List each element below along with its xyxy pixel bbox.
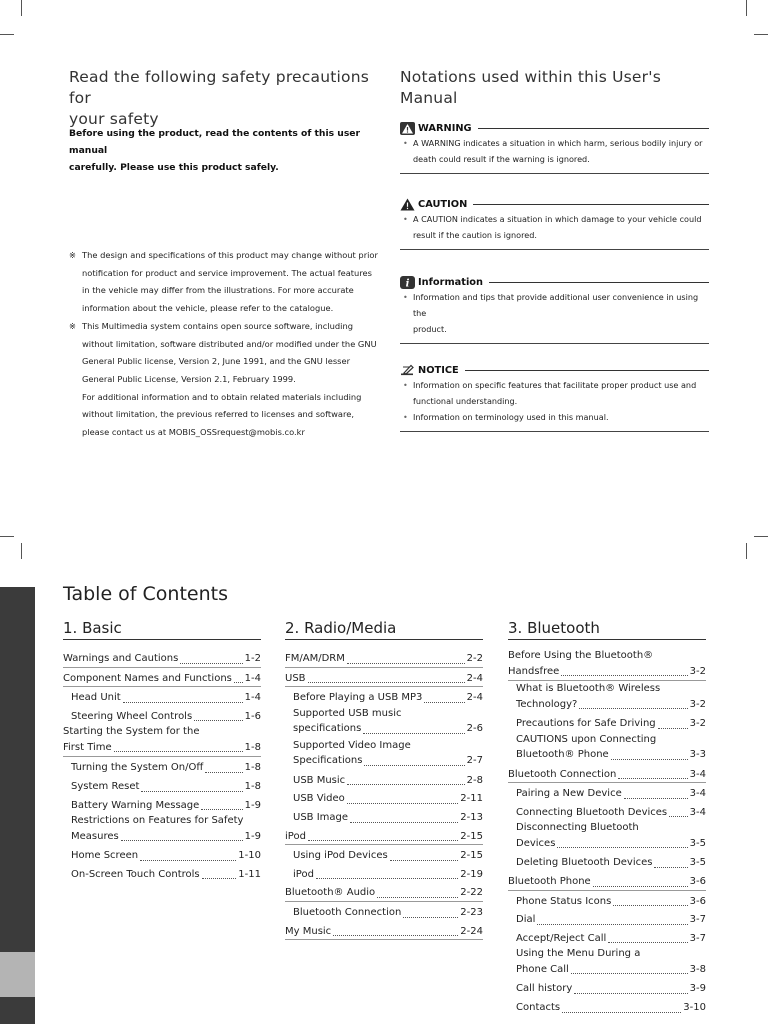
- divider: [465, 370, 709, 371]
- toc-list: [285, 648, 483, 940]
- notation-line: Information on specific features that facilitate proper product use and: [413, 380, 697, 390]
- toc-entry-title: Phone Call: [516, 963, 569, 975]
- toc-entry-line: [508, 664, 706, 680]
- chapter-tab-marker: [0, 952, 35, 997]
- notation-line: product.: [413, 324, 447, 334]
- notation-line: A WARNING indicates a situation in which harm, serious bodily injury or: [413, 138, 703, 148]
- toc-entry-title: Turning the System On/Off: [71, 762, 204, 774]
- notation-label: NOTICE: [418, 364, 459, 376]
- toc-page-number: 2-19: [460, 868, 483, 880]
- notation-item: [400, 289, 709, 337]
- toc-page-number: 3-7: [689, 932, 706, 944]
- toc-entry-title: On-Screen Touch Controls: [71, 868, 200, 880]
- crop-mark: [21, 543, 22, 559]
- toc-leader: [654, 867, 687, 868]
- toc-entry[interactable]: [63, 687, 261, 706]
- toc-entry-title: Bluetooth Phone: [508, 876, 591, 888]
- toc-leader: [424, 702, 464, 703]
- toc-entry[interactable]: [508, 946, 706, 978]
- toc-entry-title: Supported Video Image: [293, 739, 411, 751]
- toc-leader: [205, 772, 242, 773]
- toc-entry-title: Phone Status Icons: [516, 895, 612, 907]
- toc-page-number: 3-2: [689, 698, 706, 710]
- toc-page-number: 1-4: [244, 692, 261, 704]
- notation-line: Information on terminology used in this manual.: [413, 412, 609, 422]
- bullet: •: [403, 138, 408, 148]
- note-line: without limitation, software distributed and/or modified under the GNU: [82, 338, 377, 349]
- toc-entry-title: Bluetooth Connection: [293, 907, 402, 919]
- toc-entry[interactable]: [285, 826, 483, 846]
- toc-leader: [194, 720, 242, 721]
- toc-entry-title: Warnings and Cautions: [63, 653, 179, 665]
- toc-entry-title: Home Screen: [71, 850, 139, 862]
- reference-mark: ※: [69, 320, 76, 331]
- toc-entry-title: Dial: [516, 914, 536, 926]
- toc-entry[interactable]: [285, 864, 483, 883]
- notation-body: [400, 377, 709, 425]
- toc-leader: [333, 935, 458, 936]
- toc-leader: [403, 917, 458, 918]
- toc-leader: [613, 905, 687, 906]
- toc-leader: [618, 778, 687, 779]
- toc-entry-title: FM/AM/DRM: [285, 653, 345, 665]
- toc-page-number: 3-6: [689, 895, 706, 907]
- toc-entry-title: Call history: [516, 983, 573, 995]
- toc-entry-title: iPod: [285, 830, 306, 842]
- toc-entry-title: Battery Warning Message: [71, 799, 200, 811]
- note-item: [69, 318, 389, 442]
- toc-entry-title: Pairing a New Device: [516, 788, 622, 800]
- toc-list: [63, 648, 261, 882]
- toc-entry-title: My Music: [285, 925, 332, 937]
- toc-entry-title: Devices: [516, 837, 556, 849]
- toc-entry-title: Bluetooth® Phone: [516, 749, 609, 761]
- toc-page-number: 3-5: [689, 857, 706, 869]
- toc-leader: [669, 816, 688, 817]
- toc-entry[interactable]: [508, 820, 706, 852]
- warning-icon: [400, 122, 415, 135]
- toc-entry[interactable]: [508, 732, 706, 764]
- toc-entry-title: What is Bluetooth® Wireless: [516, 683, 661, 694]
- toc-leader: [202, 878, 237, 879]
- toc-entry[interactable]: [285, 921, 483, 941]
- toc-page-number: 1-8: [244, 781, 261, 793]
- safety-intro: Before using the product, read the contents of this user manual carefully. Please use this product safely.: [69, 128, 361, 173]
- note-line: General Public License, Version 2.1, February 1999.: [82, 373, 296, 384]
- toc-entry-title: System Reset: [71, 781, 140, 793]
- caution-box: [400, 197, 709, 250]
- toc-entry[interactable]: [508, 909, 706, 928]
- toc-leader: [537, 924, 687, 925]
- toc-entry-title: Specifications: [293, 755, 363, 767]
- toc-entry-title: Restrictions on Features for Safety: [71, 815, 244, 827]
- notation-line: A CAUTION indicates a situation in which damage to your vehicle could: [413, 214, 702, 224]
- toc-entry-title: Supported USB music: [293, 707, 402, 719]
- crop-mark: [754, 536, 768, 537]
- toc-page-number: 2-15: [460, 830, 483, 842]
- crop-mark: [746, 543, 747, 559]
- toc-page-number: 2-2: [466, 653, 483, 665]
- toc-chapter-heading: 2. Radio/Media: [285, 619, 483, 640]
- toc-page-number: 2-11: [460, 793, 483, 805]
- toc-entry-title: Using the Menu During a: [516, 948, 641, 960]
- toc-page-number: 3-6: [689, 876, 706, 888]
- toc-entry-title: Component Names and Functions: [63, 672, 232, 684]
- toc-page-number: 3-4: [689, 788, 706, 800]
- chapter-tab-bar: [0, 587, 35, 1024]
- notation-header: [400, 275, 709, 289]
- toc-leader: [141, 791, 242, 792]
- crop-mark: [21, 0, 22, 16]
- toc-leader: [574, 993, 687, 994]
- toc-leader: [611, 759, 688, 760]
- toc-page-number: 1-4: [244, 672, 261, 684]
- divider: [400, 173, 709, 174]
- toc-entry-title: Connecting Bluetooth Devices: [516, 806, 668, 818]
- divider: [400, 343, 709, 344]
- notice-box: [400, 363, 709, 432]
- notation-line: death could result if the warning is ignored.: [413, 154, 590, 164]
- toc-page-number: 2-8: [466, 774, 483, 786]
- toc-leader: [347, 803, 459, 804]
- toc-title: Table of Contents: [63, 583, 228, 605]
- toc-entry[interactable]: [63, 795, 261, 814]
- toc-entry-title: Bluetooth Connection: [508, 768, 617, 780]
- safety-heading: Read the following safety precautions for your safety: [69, 68, 370, 128]
- toc-entry[interactable]: [285, 668, 483, 688]
- toc-entry-title: Using iPod Devices: [293, 850, 388, 862]
- toc-entry[interactable]: [508, 713, 706, 732]
- divider: [400, 249, 709, 250]
- notation-item: [400, 377, 709, 409]
- toc-entry-title: Handsfree: [508, 665, 560, 677]
- toc-page-number: 3-4: [689, 768, 706, 780]
- divider: [478, 128, 709, 129]
- toc-page-number: 1-8: [244, 741, 261, 753]
- toc-entry-title: CAUTIONS upon Connecting: [516, 733, 657, 745]
- divider: [400, 431, 709, 432]
- warning-box: [400, 121, 709, 174]
- toc-entry[interactable]: [63, 864, 261, 883]
- toc-page-number: 1-9: [244, 830, 261, 842]
- toc-leader: [180, 663, 242, 664]
- toc-page-number: 2-4: [466, 692, 483, 704]
- toc-entry-title: USB: [285, 672, 306, 684]
- note-line: This Multimedia system contains open source software, including: [82, 320, 353, 331]
- notation-item: [400, 409, 709, 425]
- caution-icon: [400, 198, 415, 211]
- toc-entry-line: [293, 721, 483, 737]
- notation-header: [400, 121, 709, 135]
- toc-entry-title: First Time: [63, 741, 112, 753]
- toc-entry-title: USB Image: [293, 812, 349, 824]
- toc-entry[interactable]: [508, 783, 706, 802]
- toc-leader: [121, 840, 243, 841]
- toc-leader: [562, 1012, 681, 1013]
- toc-page-number: 3-7: [689, 914, 706, 926]
- toc-entry-title: Bluetooth® Audio: [285, 887, 376, 899]
- toc-leader: [347, 663, 465, 664]
- toc-entry[interactable]: [508, 802, 706, 821]
- toc-leader: [140, 860, 236, 861]
- notation-label: Information: [418, 276, 484, 288]
- toc-entry[interactable]: [285, 706, 483, 738]
- toc-page-number: 1-8: [244, 762, 261, 774]
- toc-entry[interactable]: [63, 845, 261, 864]
- toc-entry[interactable]: [508, 928, 706, 947]
- toc-entry[interactable]: [285, 845, 483, 864]
- toc-entry-title: Precautions for Safe Driving: [516, 718, 656, 730]
- toc-entry-title: Technology?: [516, 698, 578, 710]
- toc-leader: [561, 675, 687, 676]
- toc-page-number: 2-23: [460, 907, 483, 919]
- toc-entry-title: Before Using the Bluetooth®: [508, 650, 654, 661]
- toc-entry[interactable]: [508, 978, 706, 997]
- notation-label: WARNING: [418, 122, 472, 134]
- toc-leader: [347, 784, 464, 785]
- bullet: •: [403, 412, 408, 422]
- safety-notes: [69, 247, 389, 442]
- notation-line: result if the caution is ignored.: [413, 230, 537, 240]
- notice-icon: [400, 364, 415, 377]
- toc-page-number: 1-2: [244, 653, 261, 665]
- toc-leader: [557, 847, 687, 848]
- toc-entry-title: Disconnecting Bluetooth: [516, 822, 639, 834]
- toc-page-number: 1-11: [238, 868, 261, 880]
- toc-entry-line: [516, 836, 706, 852]
- toc-page-number: 3-2: [689, 718, 706, 730]
- toc-entry-title: Head Unit: [71, 692, 121, 704]
- note-line: The design and specifications of this product may change without prior: [82, 250, 378, 260]
- notation-item: [400, 211, 709, 243]
- note-line: information about the vehicle, please refer to the catalogue.: [82, 303, 334, 314]
- toc-leader: [234, 682, 243, 683]
- toc-leader: [593, 886, 688, 887]
- toc-list: [508, 648, 706, 1016]
- note-line: without limitation, the previous referred to licenses and software,: [82, 409, 354, 420]
- toc-leader: [608, 942, 687, 943]
- toc-entry-title: Before Playing a USB MP3: [293, 692, 423, 704]
- toc-leader: [571, 973, 688, 974]
- reference-mark: ※: [69, 250, 76, 260]
- toc-entry[interactable]: [285, 648, 483, 668]
- divider: [489, 282, 709, 283]
- toc-entry-line: [293, 753, 483, 769]
- toc-entry[interactable]: [63, 776, 261, 795]
- svg-text:i: i: [405, 278, 410, 289]
- toc-chapter-heading: 1. Basic: [63, 619, 261, 640]
- toc-leader: [579, 708, 687, 709]
- notation-body: [400, 135, 709, 167]
- toc-page-number: 3-8: [689, 963, 706, 975]
- toc-page-number: 3-2: [689, 665, 706, 677]
- toc-page-number: 1-10: [238, 850, 261, 862]
- notation-body: [400, 211, 709, 243]
- note-line: For additional information and to obtain related materials including: [82, 391, 362, 402]
- notation-label: CAUTION: [418, 198, 468, 210]
- toc-entry[interactable]: [285, 770, 483, 789]
- toc-entry-title: Starting the System for the: [63, 726, 200, 738]
- toc-entry[interactable]: [285, 788, 483, 807]
- toc-entry[interactable]: [285, 687, 483, 706]
- toc-leader: [350, 822, 458, 823]
- toc-entry-title: Accept/Reject Call: [516, 932, 607, 944]
- toc-entry-title: USB Music: [293, 774, 346, 786]
- toc-entry-title: USB Video: [293, 793, 345, 805]
- toc-entry[interactable]: [508, 681, 706, 713]
- toc-entry-title: Steering Wheel Controls: [71, 710, 193, 722]
- notations-heading: Notations used within this User's Manual: [400, 68, 661, 107]
- note-line: in the vehicle may differ from the illustrations. For more accurate: [82, 285, 354, 296]
- toc-page-number: 2-13: [460, 812, 483, 824]
- note-item: [69, 247, 389, 318]
- toc-page-number: 3-3: [689, 749, 706, 761]
- bullet: •: [403, 292, 408, 302]
- toc-entry[interactable]: [285, 738, 483, 770]
- toc-page-number: 2-4: [466, 672, 483, 684]
- toc-page-number: 1-6: [244, 710, 261, 722]
- crop-mark: [0, 536, 14, 537]
- crop-mark: [754, 34, 768, 35]
- toc-leader: [390, 860, 459, 861]
- crop-mark: [0, 34, 14, 35]
- toc-entry[interactable]: [285, 807, 483, 826]
- notation-body: [400, 289, 709, 337]
- toc-entry-line: [516, 747, 706, 763]
- toc-leader: [364, 765, 464, 766]
- toc-entry[interactable]: [508, 871, 706, 891]
- toc-entry[interactable]: [508, 891, 706, 910]
- bullet: •: [403, 380, 408, 390]
- crop-mark: [746, 0, 747, 16]
- toc-entry-line: [516, 962, 706, 978]
- toc-leader: [201, 809, 242, 810]
- toc-entry-line: [63, 740, 261, 756]
- toc-entry[interactable]: [63, 813, 261, 845]
- toc-leader: [316, 878, 458, 879]
- toc-page-number: 2-7: [466, 755, 483, 767]
- toc-page-number: 2-6: [466, 723, 483, 735]
- toc-entry-title: specifications: [293, 723, 362, 735]
- toc-entry-title: Deleting Bluetooth Devices: [516, 857, 653, 869]
- toc-entry[interactable]: [285, 902, 483, 921]
- notation-header: [400, 363, 709, 377]
- note-line: General Public license, Version 2, June 1991, and the GNU lesser: [82, 356, 350, 367]
- notation-item: [400, 135, 709, 167]
- divider: [473, 204, 709, 205]
- toc-leader: [363, 733, 464, 734]
- toc-entry[interactable]: [63, 706, 261, 725]
- toc-leader: [658, 728, 688, 729]
- note-line: please contact us at MOBIS_OSSrequest@mobis.co.kr: [82, 427, 305, 438]
- toc-leader: [624, 798, 688, 799]
- toc-page-number: 3-10: [683, 1002, 706, 1014]
- notation-line: functional understanding.: [413, 396, 518, 406]
- toc-entry[interactable]: [63, 757, 261, 776]
- toc-leader: [123, 702, 243, 703]
- toc-page-number: 3-5: [689, 837, 706, 849]
- toc-entry[interactable]: [63, 724, 261, 757]
- toc-page-number: 1-9: [244, 799, 261, 811]
- toc-page-number: 3-9: [689, 983, 706, 995]
- toc-page-number: 2-24: [460, 925, 483, 937]
- toc-page-number: 3-4: [689, 806, 706, 818]
- toc-page-number: 2-22: [460, 887, 483, 899]
- toc-leader: [308, 682, 465, 683]
- toc-entry[interactable]: [63, 648, 261, 668]
- toc-leader: [308, 840, 458, 841]
- toc-leader: [114, 751, 243, 752]
- toc-entry-title: Contacts: [516, 1002, 561, 1014]
- information-icon: [400, 276, 415, 289]
- notation-header: [400, 197, 709, 211]
- toc-entry[interactable]: [508, 648, 706, 681]
- toc-leader: [377, 897, 458, 898]
- bullet: •: [403, 214, 408, 224]
- note-line: notification for product and service improvement. The actual features: [82, 267, 372, 278]
- toc-entry-title: Measures: [71, 830, 119, 842]
- toc-entry[interactable]: [63, 668, 261, 688]
- notation-line: Information and tips that provide additional user convenience in using the: [413, 292, 699, 318]
- toc-page-number: 2-15: [460, 850, 483, 862]
- toc-entry-line: [71, 829, 261, 845]
- toc-entry-line: [516, 697, 706, 713]
- toc-entry-title: iPod: [293, 868, 314, 880]
- toc-entry[interactable]: [508, 852, 706, 871]
- toc-entry[interactable]: [508, 764, 706, 784]
- information-box: [400, 275, 709, 344]
- toc-chapter-heading: 3. Bluetooth: [508, 619, 706, 640]
- toc-entry[interactable]: [285, 882, 483, 902]
- toc-entry[interactable]: [508, 997, 706, 1016]
